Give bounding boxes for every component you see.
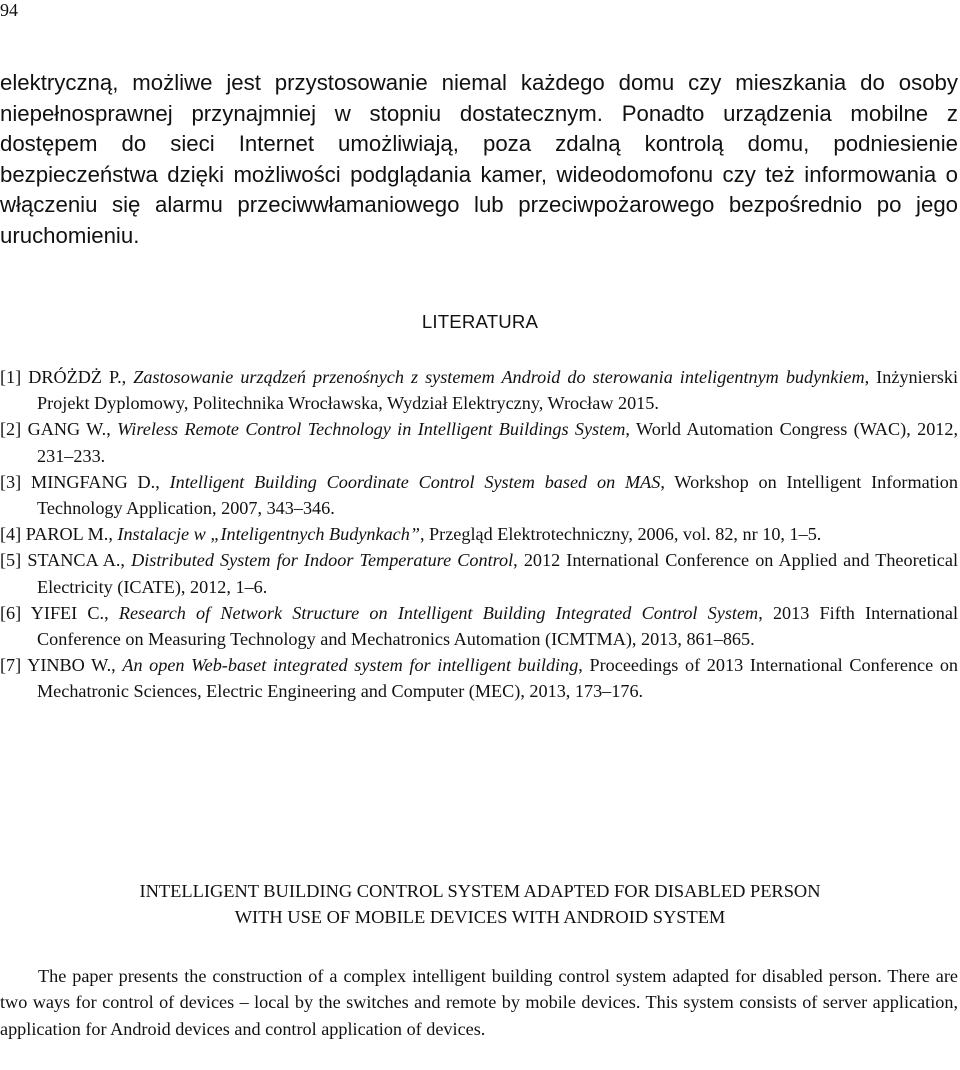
reference-item [0,521,958,547]
reference-author: GANG W. [27,419,107,440]
reference-separator: , [155,471,170,492]
reference-author: DRÓŻDŻ P. [28,367,122,387]
reference-separator: , [104,602,119,623]
reference-title: Research of Network Structure on Intelligent Building Integrated Control System [118,602,759,623]
reference-title: Wireless Remote Control Technology in Intelligent Buildings System [117,419,626,440]
reference-label: [2] [0,419,22,440]
reference-label: [6] [0,602,22,623]
reference-details: , World Automation Congress (WAC), 2012, 231–233. [37,419,959,466]
english-title [0,878,960,930]
reference-label: [7] [0,655,22,676]
reference-details: , Przegląd Elektrotechniczny, 2006, vol. 82, nr 10, 1–5. [419,524,822,545]
reference-separator: , [106,419,118,440]
reference-author: YIFEI C. [30,602,105,623]
abstract-paragraph: The paper presents the construction of a complex intelligent building control system adapted for disabled person. There are two ways for control of devices – local by the switches and remote by mobile devices. This system consists of server application, application for Android devices and control application of devices. [0,966,958,1039]
reference-details: , Workshop on Intelligent Information Technology Application, 2007, 343–346. [37,471,958,519]
reference-separator: , [111,655,123,676]
reference-item [0,600,958,652]
reference-item [0,364,958,416]
reference-item [0,547,958,599]
reference-item [0,652,958,704]
reference-item [0,469,958,521]
reference-label: [5] [0,550,22,571]
reference-author: STANCA A. [27,550,121,571]
reference-details: , Inżynierski Projekt Dyplomowy, Politechnika Wrocławska, Wydział Elektryczny, Wrocław 2015. [37,367,958,414]
reference-separator: , [108,524,118,545]
reference-title: Intelligent Building Coordinate Control System based on MAS [169,471,661,492]
reference-title: Distributed System for Indoor Temperature Control [131,550,514,571]
reference-author: MINGFANG D. [31,471,156,492]
english-title-line: INTELLIGENT BUILDING CONTROL SYSTEM ADAPTED FOR DISABLED PERSON [139,881,821,901]
body-paragraph: elektryczną, możliwe jest przystosowanie niemal każdego domu czy mieszkania do osoby niepełnosprawnej przynajmniej w stopniu dostatecznym. Ponadto urządzenia mobilne z dostępem do sieci Internet umożliwiają, poza zdalną kontrolą domu, podniesienie bezpieczeństwa dzięki możliwości podglądania kamer, wideodomofonu czy też informowania o włączeniu się alarmu przeciwwłamaniowego lub przeciwpożarowego bezpośrednio po jego uruchomieniu. [0,70,958,248]
english-title-line: WITH USE OF MOBILE DEVICES WITH ANDROID SYSTEM [234,907,726,927]
literature-heading: LITERATURA [421,311,539,332]
reference-details: , 2012 International Conference on Applied and Theoretical Electricity (ICATE), 2012, 1–6. [37,550,959,597]
reference-title: Zastosowanie urządzeń przenośnych z systemem Android do sterowania inteligentnym budynkiem [133,367,865,387]
page-number: 94 [0,0,18,20]
reference-item [0,416,958,468]
reference-details: , Proceedings of 2013 International Conference on Mechatronic Sciences, Electric Engineering and Computer (MEC), 2013, 173–176. [37,655,959,702]
reference-list [0,364,958,705]
reference-label: [3] [0,471,22,492]
reference-label: [4] [0,524,22,545]
reference-details: , 2013 Fifth International Conference on Measuring Technology and Mechatronics Automation (ICMTMA), 2013, 861–865. [37,602,959,650]
reference-separator: , [120,550,132,571]
reference-separator: , [121,367,134,387]
reference-author: YINBO W. [27,655,112,676]
reference-title: Instalacje w „Inteligentnych Budynkach” [117,524,420,545]
reference-title: An open Web-baset integrated system for intelligent building [122,655,579,676]
reference-author: PAROL M. [25,524,109,545]
reference-label: [1] [0,367,22,387]
